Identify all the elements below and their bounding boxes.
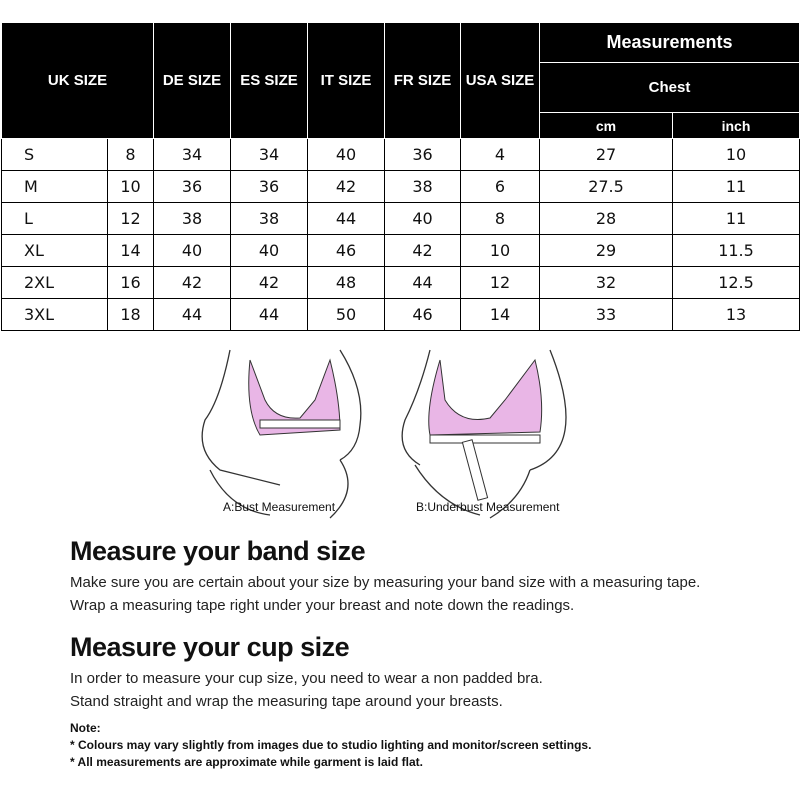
table-cell: 18 (108, 299, 154, 331)
table-cell: 33 (540, 299, 673, 331)
table-cell: 44 (231, 299, 308, 331)
header-cm: cm (540, 113, 673, 139)
table-cell: 44 (154, 299, 231, 331)
table-cell: 36 (231, 171, 308, 203)
note-line-2: * All measurements are approximate while garment is laid flat. (70, 755, 424, 769)
table-cell: 42 (231, 267, 308, 299)
table-cell: 42 (308, 171, 385, 203)
table-cell: 8 (461, 203, 540, 235)
table-cell: M (2, 171, 108, 203)
table-cell: 42 (154, 267, 231, 299)
cup-size-title: Measure your cup size (70, 632, 350, 662)
table-cell: 3XL (2, 299, 108, 331)
table-cell: 16 (108, 267, 154, 299)
table-cell: S (2, 139, 108, 171)
table-row (2, 235, 800, 267)
table-row (2, 139, 800, 171)
table-cell: 40 (308, 139, 385, 171)
table-cell: 46 (385, 299, 461, 331)
table-cell: 38 (385, 171, 461, 203)
table-cell: 13 (673, 299, 800, 331)
table-cell: 10 (108, 171, 154, 203)
band-size-text-2: Wrap a measuring tape right under your breast and note down the readings. (70, 597, 575, 614)
table-cell: 12 (108, 203, 154, 235)
table-cell: 42 (385, 235, 461, 267)
caption-bust: A:Bust Measurement (223, 500, 336, 514)
size-chart-table (1, 22, 800, 331)
header-fr-size: FR SIZE (385, 23, 461, 139)
cup-size-text-2: Stand straight and wrap the measuring tape around your breasts. (70, 693, 503, 710)
table-cell: 38 (231, 203, 308, 235)
table-cell: 14 (108, 235, 154, 267)
table-row (2, 203, 800, 235)
band-size-text-1: Make sure you are certain about your size by measuring your band size with a measuring tape. (70, 574, 701, 591)
table-row (2, 267, 800, 299)
measurement-illustration (190, 340, 610, 520)
table-cell: 14 (461, 299, 540, 331)
table-cell: 36 (385, 139, 461, 171)
table-cell: XL (2, 235, 108, 267)
table-cell: 29 (540, 235, 673, 267)
header-uk-size: UK SIZE (2, 23, 154, 139)
cup-size-text-1: In order to measure your cup size, you need to wear a non padded bra. (70, 670, 543, 687)
table-cell: 28 (540, 203, 673, 235)
header-inch: inch (673, 113, 800, 139)
caption-underbust: B:Underbust Measurement (416, 500, 560, 514)
table-cell: 40 (154, 235, 231, 267)
table-cell: 32 (540, 267, 673, 299)
bra-b-icon (429, 360, 542, 435)
table-cell: 34 (231, 139, 308, 171)
table-cell: L (2, 203, 108, 235)
header-es-size: ES SIZE (231, 23, 308, 139)
note-title: Note: (70, 721, 101, 735)
table-cell: 11.5 (673, 235, 800, 267)
table-cell: 27.5 (540, 171, 673, 203)
table-cell: 50 (308, 299, 385, 331)
table-cell: 36 (154, 171, 231, 203)
table-cell: 4 (461, 139, 540, 171)
table-row (2, 299, 800, 331)
note (70, 720, 591, 771)
header-measurements: Measurements (540, 23, 800, 63)
table-cell: 10 (461, 235, 540, 267)
table-cell: 34 (154, 139, 231, 171)
header-chest: Chest (540, 63, 800, 113)
header-de-size: DE SIZE (154, 23, 231, 139)
table-cell: 6 (461, 171, 540, 203)
table-cell: 12 (461, 267, 540, 299)
table-cell: 40 (385, 203, 461, 235)
table-cell: 2XL (2, 267, 108, 299)
table-cell: 11 (673, 171, 800, 203)
table-cell: 27 (540, 139, 673, 171)
table-cell: 8 (108, 139, 154, 171)
table-cell: 11 (673, 203, 800, 235)
table-cell: 12.5 (673, 267, 800, 299)
band-size-title: Measure your band size (70, 536, 366, 566)
table-cell: 38 (154, 203, 231, 235)
header-usa-size: USA SIZE (461, 23, 540, 139)
table-cell: 40 (231, 235, 308, 267)
header-it-size: IT SIZE (308, 23, 385, 139)
table-cell: 46 (308, 235, 385, 267)
table-cell: 10 (673, 139, 800, 171)
table-row (2, 171, 800, 203)
note-line-1: * Colours may vary slightly from images due to studio lighting and monitor/screen settings. (70, 738, 592, 752)
table-cell: 48 (308, 267, 385, 299)
table-cell: 44 (308, 203, 385, 235)
table-cell: 44 (385, 267, 461, 299)
